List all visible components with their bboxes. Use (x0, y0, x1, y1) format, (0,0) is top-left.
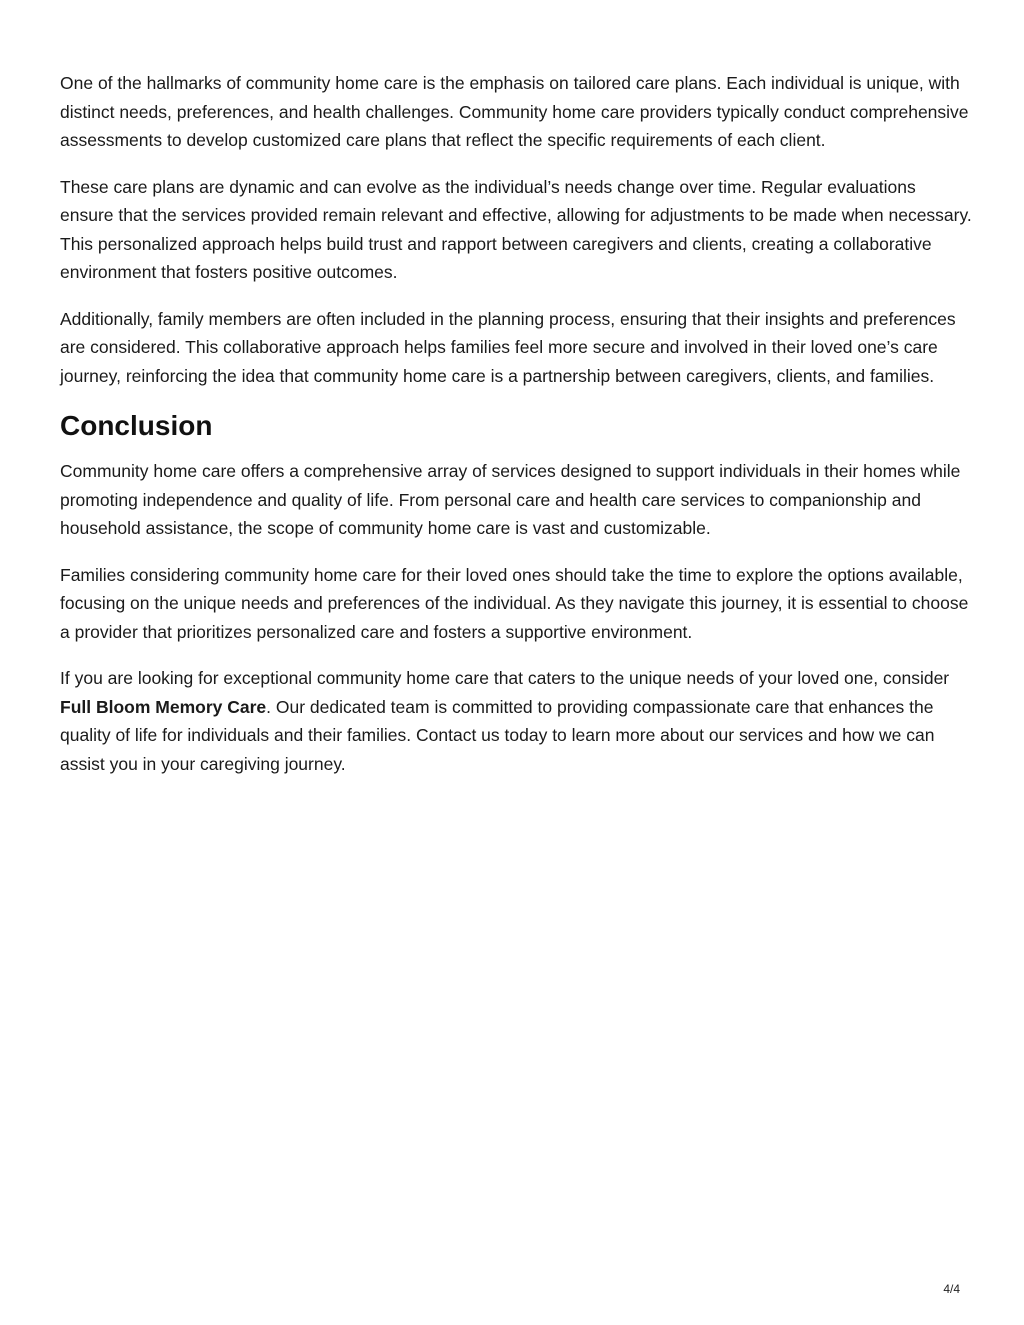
paragraph-conclusion-summary: Community home care offers a comprehensive array of services designed to support individuals in their homes while promoting independence and quality of life. From personal care and health care services to companionship and household assistance, the scope of community home care is vast and customizable. (60, 461, 961, 538)
paragraph-conclusion-families: Families considering community home care for their loved ones should take the time to explore the options available, focusing on the unique needs and preferences of the individual. As they navigate this journey, it is essential to choose a provider that prioritizes personalized care and fosters a supportive environment. (60, 564, 969, 642)
cta-text-after: . Our dedicated team is committed to providing compassionate care that enhances the quality of life for individuals and their families. Contact us today to learn more about our services and how we can assist you in your caregiving journey. (60, 696, 935, 774)
page-number: 4/4 (943, 1282, 960, 1296)
cta-text-before: If you are looking for exceptional community home care that caters to the unique needs of your loved one, consider (60, 668, 950, 688)
paragraph-family-involvement: Additionally, family members are often included in the planning process, ensuring that their insights and preferences are considered. This collaborative approach helps families feel more secure and involved in their loved one’s care journey, reinforcing the idea that community home care is a partnership between caregivers, clients, and families. (60, 308, 956, 386)
paragraph-dynamic-plans: These care plans are dynamic and can evolve as the individual’s needs change over time. Regular evaluations ensure that the services provided remain relevant and effective, allowing for adjustments to be made when necessary. This personalized approach helps build trust and rapport between caregivers and clients, creating a collaborative environment that fosters positive outcomes. (60, 176, 972, 282)
paragraph-conclusion-cta (60, 664, 972, 778)
provider-name: Full Bloom Memory Care (60, 696, 267, 717)
paragraph-tailored-care: One of the hallmarks of community home care is the emphasis on tailored care plans. Each individual is unique, with distinct needs, preferences, and health challenges. Community home care providers typically conduct comprehensive assessments to develop customized care plans that reflect the specific requirements of each client. (60, 73, 969, 150)
conclusion-heading: Conclusion (60, 410, 213, 441)
document-body (60, 69, 972, 796)
